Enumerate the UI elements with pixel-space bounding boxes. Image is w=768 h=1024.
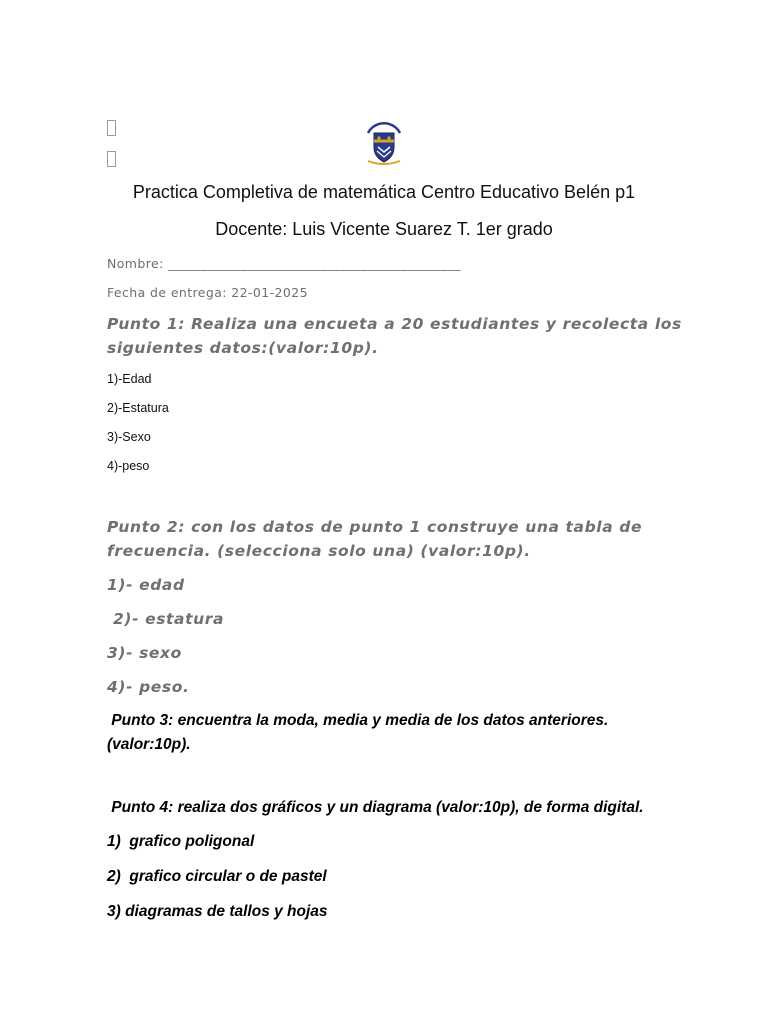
punto4-item: 2) grafico circular o de pastel	[107, 868, 327, 885]
punto4-item: 3) diagramas de tallos y hojas	[107, 903, 328, 920]
punto4-heading: Punto 4: realiza dos gráficos y un diagrama (valor:10p), de forma digital.	[107, 799, 644, 816]
punto2-item: 2)- estatura	[107, 610, 225, 628]
punto2-item: 3)- sexo	[107, 644, 182, 662]
missing-glyph-icon	[107, 151, 116, 167]
name-field-line: Nombre: ____________________________________________	[107, 256, 461, 271]
punto3-heading-cont: (valor:10p).	[107, 736, 191, 753]
punto1-item: 2)-Estatura	[107, 401, 169, 415]
punto1-item: 4)-peso	[107, 459, 150, 473]
punto4-item: 1) grafico poligonal	[107, 833, 255, 850]
document-title: Practica Completiva de matemática Centro Educativo Belén p1	[132, 182, 636, 202]
punto3-heading: Punto 3: encuentra la moda, media y media de los datos anteriores.	[107, 712, 609, 729]
punto1-heading-cont: siguientes datos:(valor:10p).	[107, 339, 379, 357]
teacher-line: Docente: Luis Vicente Suarez T. 1er grado	[215, 219, 553, 239]
missing-glyph-icon	[107, 120, 116, 136]
school-crest-icon	[360, 121, 408, 169]
due-date-line: Fecha de entrega: 22-01-2025	[107, 285, 308, 300]
punto2-item: 4)- peso.	[107, 678, 190, 696]
punto2-heading-cont: frecuencia. (selecciona solo una) (valor:10p).	[107, 542, 531, 560]
school-crest-logo	[360, 121, 408, 169]
punto2-item: 1)- edad	[107, 576, 185, 594]
punto2-heading: Punto 2: con los datos de punto 1 construye una tabla de	[107, 518, 643, 536]
punto1-heading: Punto 1: Realiza una encueta a 20 estudiantes y recolecta los	[107, 315, 682, 333]
punto1-item: 1)-Edad	[107, 372, 152, 386]
punto1-item: 3)-Sexo	[107, 430, 151, 444]
